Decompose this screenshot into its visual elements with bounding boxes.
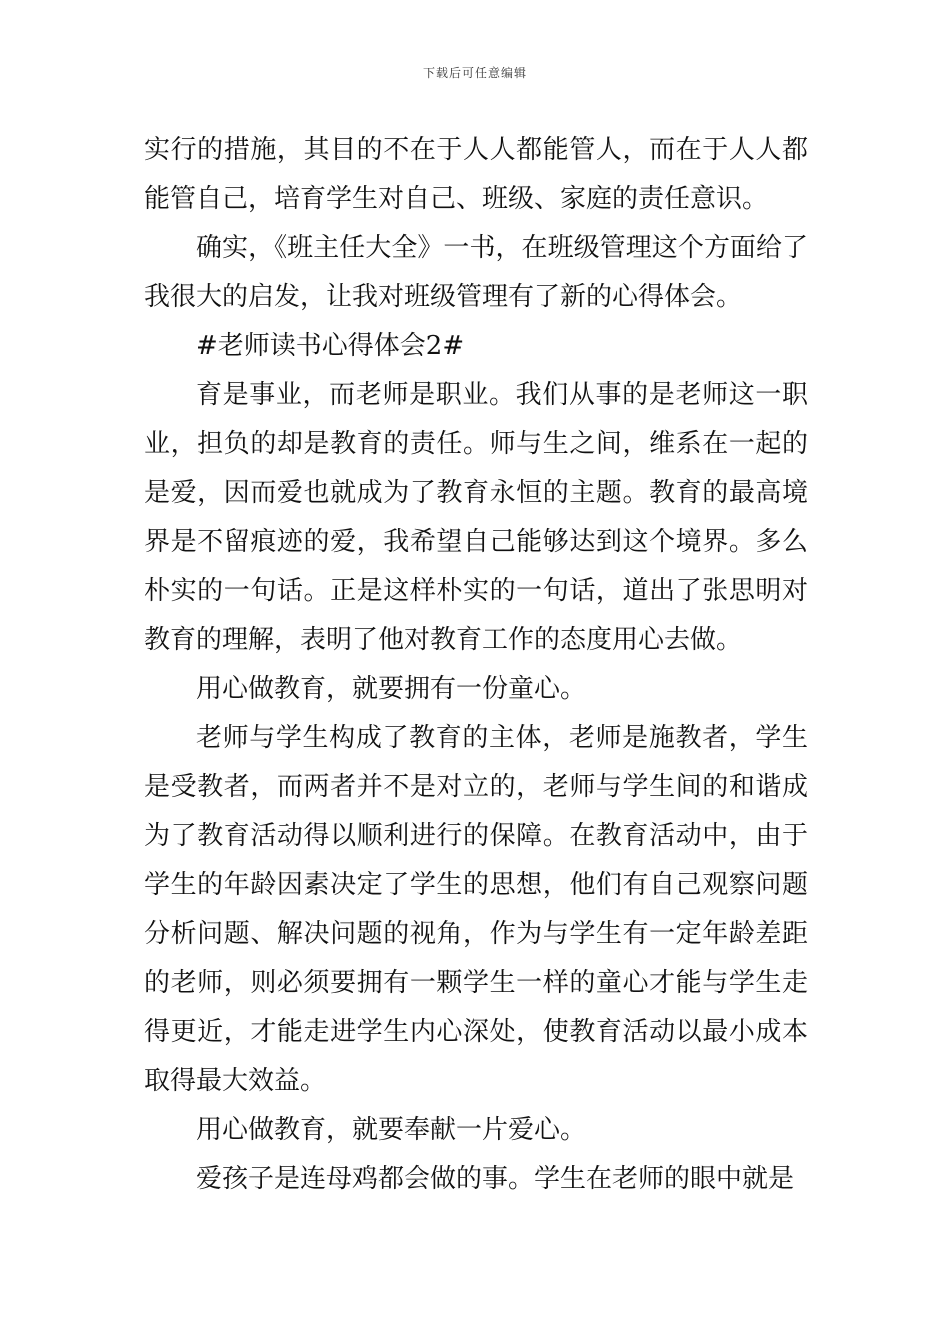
paragraph: 用心做教育，就要拥有一份童心。 bbox=[196, 674, 587, 704]
paragraph: 育是事业，而老师是职业。我们从事的是老师这一职业，担负的却是教育的责任。师与生之间，维系在一起的是爱，因而爱也就成为了教育永恒的主题。教育的最高境界是不留痕迹的爱，我希望自己能够达到这个境界。多么朴实的一句话。正是这样朴实的一句话，道出了张思明对教育的理解，表明了他对教育工作的态度用心去做。 bbox=[144, 380, 808, 655]
paragraph: 用心做教育，就要奉献一片爱心。 bbox=[196, 1115, 587, 1145]
page-header: 下载后可任意编辑 bbox=[422, 66, 527, 80]
paragraph: 爱孩子是连母鸡都会做的事。学生在老师的眼中就是 bbox=[196, 1164, 795, 1194]
paragraph: 实行的措施，其目的不在于人人都能管人，而在于人人都能管自己，培育学生对自己、班级、家庭的责任意识。 bbox=[144, 135, 808, 214]
paragraph: 确实，《班主任大全》一书，在班级管理这个方面给了我很大的启发，让我对班级管理有了新的心得体会。 bbox=[144, 233, 808, 312]
document-body bbox=[144, 126, 808, 1204]
section-heading: #老师读书心得体会2# bbox=[196, 331, 465, 361]
paragraph: 老师与学生构成了教育的主体，老师是施教者，学生是受教者，而两者并不是对立的，老师与学生间的和谐成为了教育活动得以顺利进行的保障。在教育活动中，由于学生的年龄因素决定了学生的思想，他们有自己观察问题分析问题、解决问题的视角，作为与学生有一定年龄差距的老师，则必须要拥有一颗学生一样的童心才能与学生走得更近，才能走进学生内心深处，使教育活动以最小成本取得最大效益。 bbox=[144, 723, 808, 1096]
